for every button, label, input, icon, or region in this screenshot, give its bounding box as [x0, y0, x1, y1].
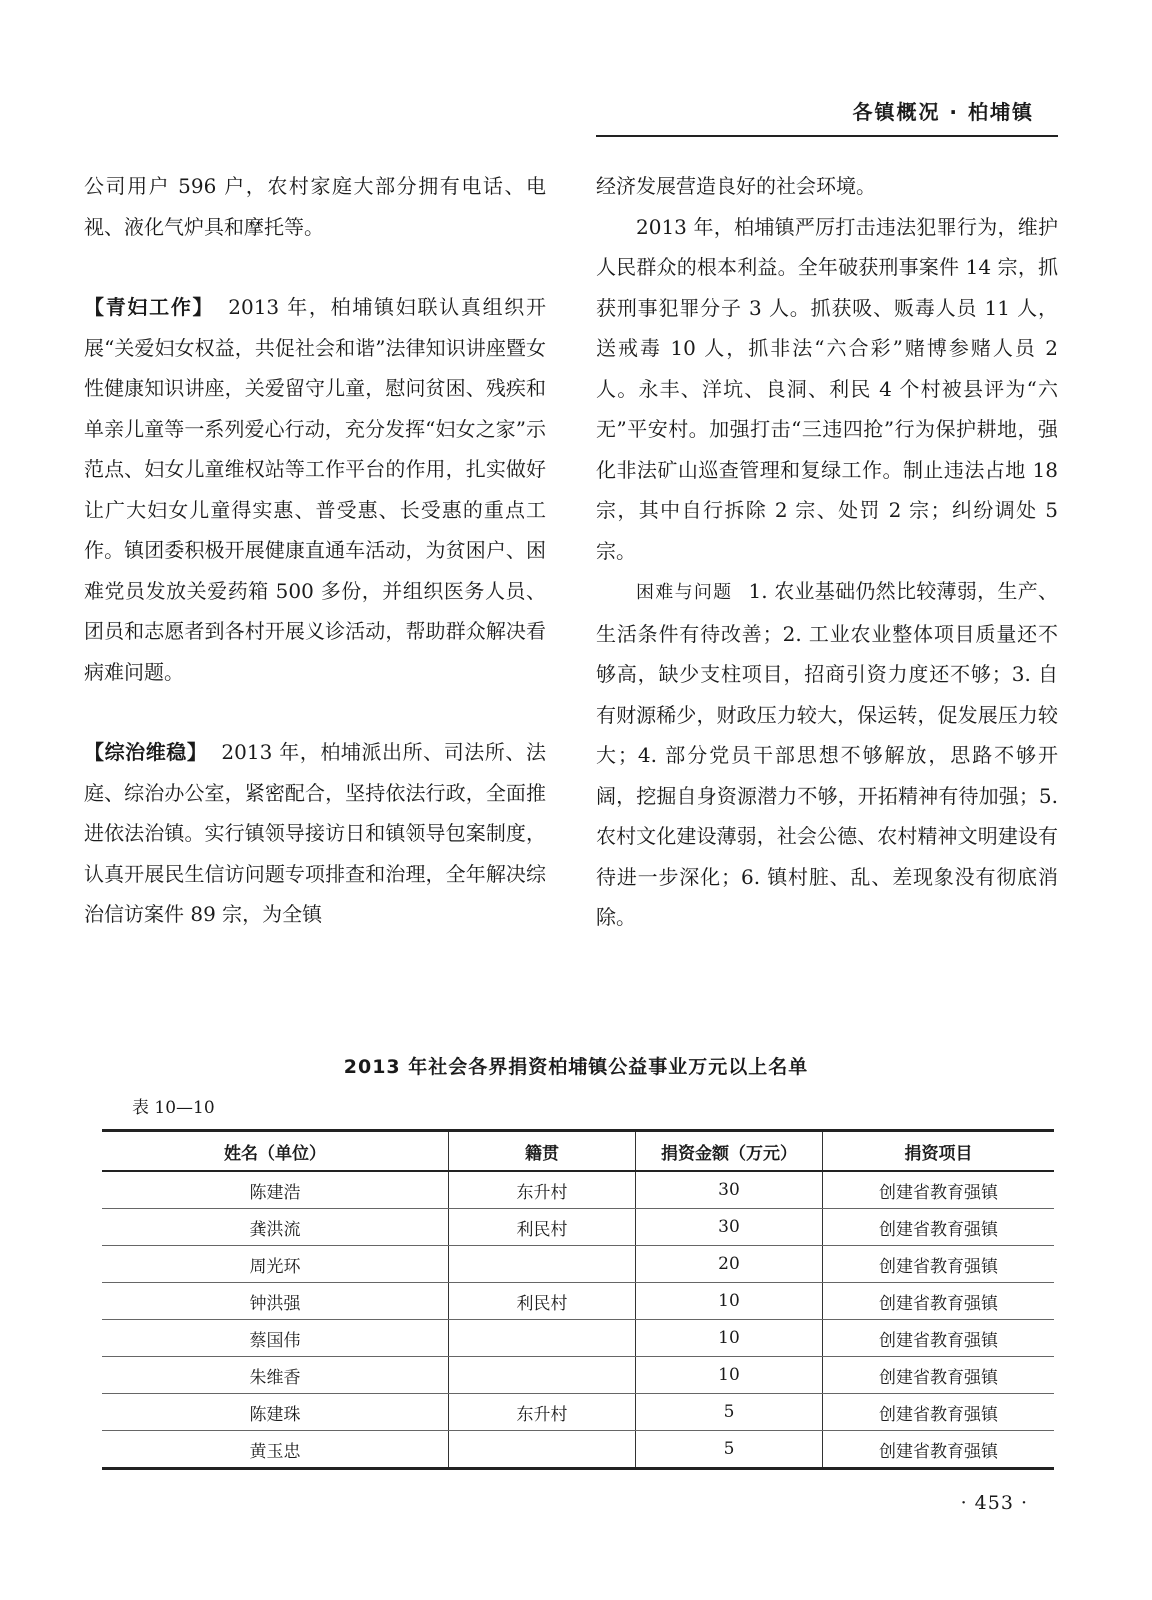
table-row [102, 1431, 1054, 1469]
header-rule [596, 135, 1058, 137]
table-row [102, 1209, 1054, 1246]
problems-heading: 困难与问题 [636, 582, 733, 603]
donation-project: 创建省教育强镇 [823, 1431, 1055, 1469]
page-number: · 453 · [960, 1492, 1028, 1514]
continuation-paragraph: 经济发展营造良好的社会环境。 [596, 174, 876, 198]
donor-name: 周光环 [102, 1246, 449, 1283]
donation-amount: 20 [636, 1246, 823, 1283]
donor-name: 黄玉忠 [102, 1431, 449, 1469]
donor-origin: 东升村 [449, 1394, 636, 1431]
donor-origin [449, 1320, 636, 1357]
table-title: 2013 年社会各界捐资柏埔镇公益事业万元以上名单 [343, 1056, 809, 1078]
donation-amount: 10 [636, 1357, 823, 1394]
donor-name: 钟洪强 [102, 1283, 449, 1320]
table-row [102, 1320, 1054, 1357]
column-header: 籍贯 [449, 1131, 636, 1172]
donation-amount: 5 [636, 1431, 823, 1469]
donor-origin [449, 1246, 636, 1283]
donation-project: 创建省教育强镇 [823, 1171, 1055, 1209]
section-heading: 【综治维稳】 [84, 740, 208, 764]
donor-origin [449, 1431, 636, 1469]
donation-amount: 10 [636, 1320, 823, 1357]
donor-name: 蔡国伟 [102, 1320, 449, 1357]
intro-paragraph: 公司用户 596 户，农村家庭大部分拥有电话、电视、液化气炉具和摩托等。 [84, 174, 546, 239]
donor-name: 陈建珠 [102, 1394, 449, 1431]
right-column [596, 166, 1058, 938]
donation-project: 创建省教育强镇 [823, 1357, 1055, 1394]
section-heading: 【青妇工作】 [84, 295, 215, 319]
section-body: 2013 年，柏埔派出所、司法所、法庭、综治办公室，紧密配合，坚持依法行政，全面推进依法治镇。实行镇领导接访日和镇领导包案制度，认真开展民生信访问题专项排查和治理，全年解决综治信访案件 89 宗，为全镇 [84, 740, 546, 926]
problems-paragraph [596, 571, 1058, 938]
column-header: 姓名（单位） [102, 1131, 449, 1172]
donor-name: 龚洪流 [102, 1209, 449, 1246]
section-women-youth [84, 287, 546, 692]
table-row [102, 1171, 1054, 1209]
donation-amount: 30 [636, 1171, 823, 1209]
donation-project: 创建省教育强镇 [823, 1209, 1055, 1246]
donor-origin: 利民村 [449, 1209, 636, 1246]
column-header: 捐资项目 [823, 1131, 1055, 1172]
donation-project: 创建省教育强镇 [823, 1283, 1055, 1320]
table-header-row [102, 1131, 1054, 1172]
donation-amount: 5 [636, 1394, 823, 1431]
donor-origin: 东升村 [449, 1171, 636, 1209]
section-body: 2013 年，柏埔镇妇联认真组织开展“关爱妇女权益，共促社会和谐”法律知识讲座暨女性健康知识讲座，关爱留守儿童，慰问贫困、残疾和单亲儿童等一系列爱心行动，充分发挥“妇女之家”示范点、妇女儿童维权站等工作平台的作用，扎实做好让广大妇女儿童得实惠、普受惠、长受惠的重点工作。镇团委积极开展健康直通车活动，为贫困户、困难党员发放关爱药箱 500 多份，并组织医务人员、团员和志愿者到各村开展义诊活动，帮助群众解决看病难问题。 [84, 295, 546, 684]
donor-origin: 利民村 [449, 1283, 636, 1320]
table-row [102, 1283, 1054, 1320]
table-number: 表 10—10 [132, 1098, 215, 1118]
donor-name: 陈建浩 [102, 1171, 449, 1209]
donation-project: 创建省教育强镇 [823, 1394, 1055, 1431]
table-row [102, 1246, 1054, 1283]
donor-origin [449, 1357, 636, 1394]
crime-paragraph: 2013 年，柏埔镇严厉打击违法犯罪行为，维护人民群众的根本利益。全年破获刑事案件 14 宗，抓获刑事犯罪分子 3 人。抓获吸、贩毒人员 11 人，送戒毒 10 人，抓非法“六合彩”赌博参赌人员 2 人。永丰、洋坑、良洞、利民 4 个村被县评为“六无”平安村。加强打击“三违四抢”行为保护耕地，强化非法矿山巡查管理和复绿工作。制止违法占地 18 宗，其中自行拆除 2 宗、处罚 2 宗；纠纷调处 5 宗。 [596, 214, 1058, 563]
table-row [102, 1394, 1054, 1431]
left-column [84, 166, 546, 935]
section-public-security [84, 732, 546, 935]
donation-project: 创建省教育强镇 [823, 1320, 1055, 1357]
problems-body: 1. 农业基础仍然比较薄弱，生产、生活条件有待改善；2. 工业农业整体项目质量还不够高，缺少支柱项目，招商引资力度还不够；3. 自有财源稀少，财政压力较大，保运转，促发展压力较大；4. 部分党员干部思想不够解放，思路不够开阔，挖掘自身资源潜力不够，开拓精神有待加强；5. 农村文化建设薄弱，社会公德、农村精神文明建设有待进一步深化；6. 镇村脏、乱、差现象没有彻底消除。 [596, 579, 1058, 929]
donor-name: 朱维香 [102, 1357, 449, 1394]
donation-project: 创建省教育强镇 [823, 1246, 1055, 1283]
running-head: 各镇概况 · 柏埔镇 [852, 100, 1034, 124]
column-header: 捐资金额（万元） [636, 1131, 823, 1172]
donation-amount: 10 [636, 1283, 823, 1320]
page-header [0, 0, 1152, 140]
donation-amount: 30 [636, 1209, 823, 1246]
table-row [102, 1357, 1054, 1394]
donor-table [102, 1129, 1054, 1470]
